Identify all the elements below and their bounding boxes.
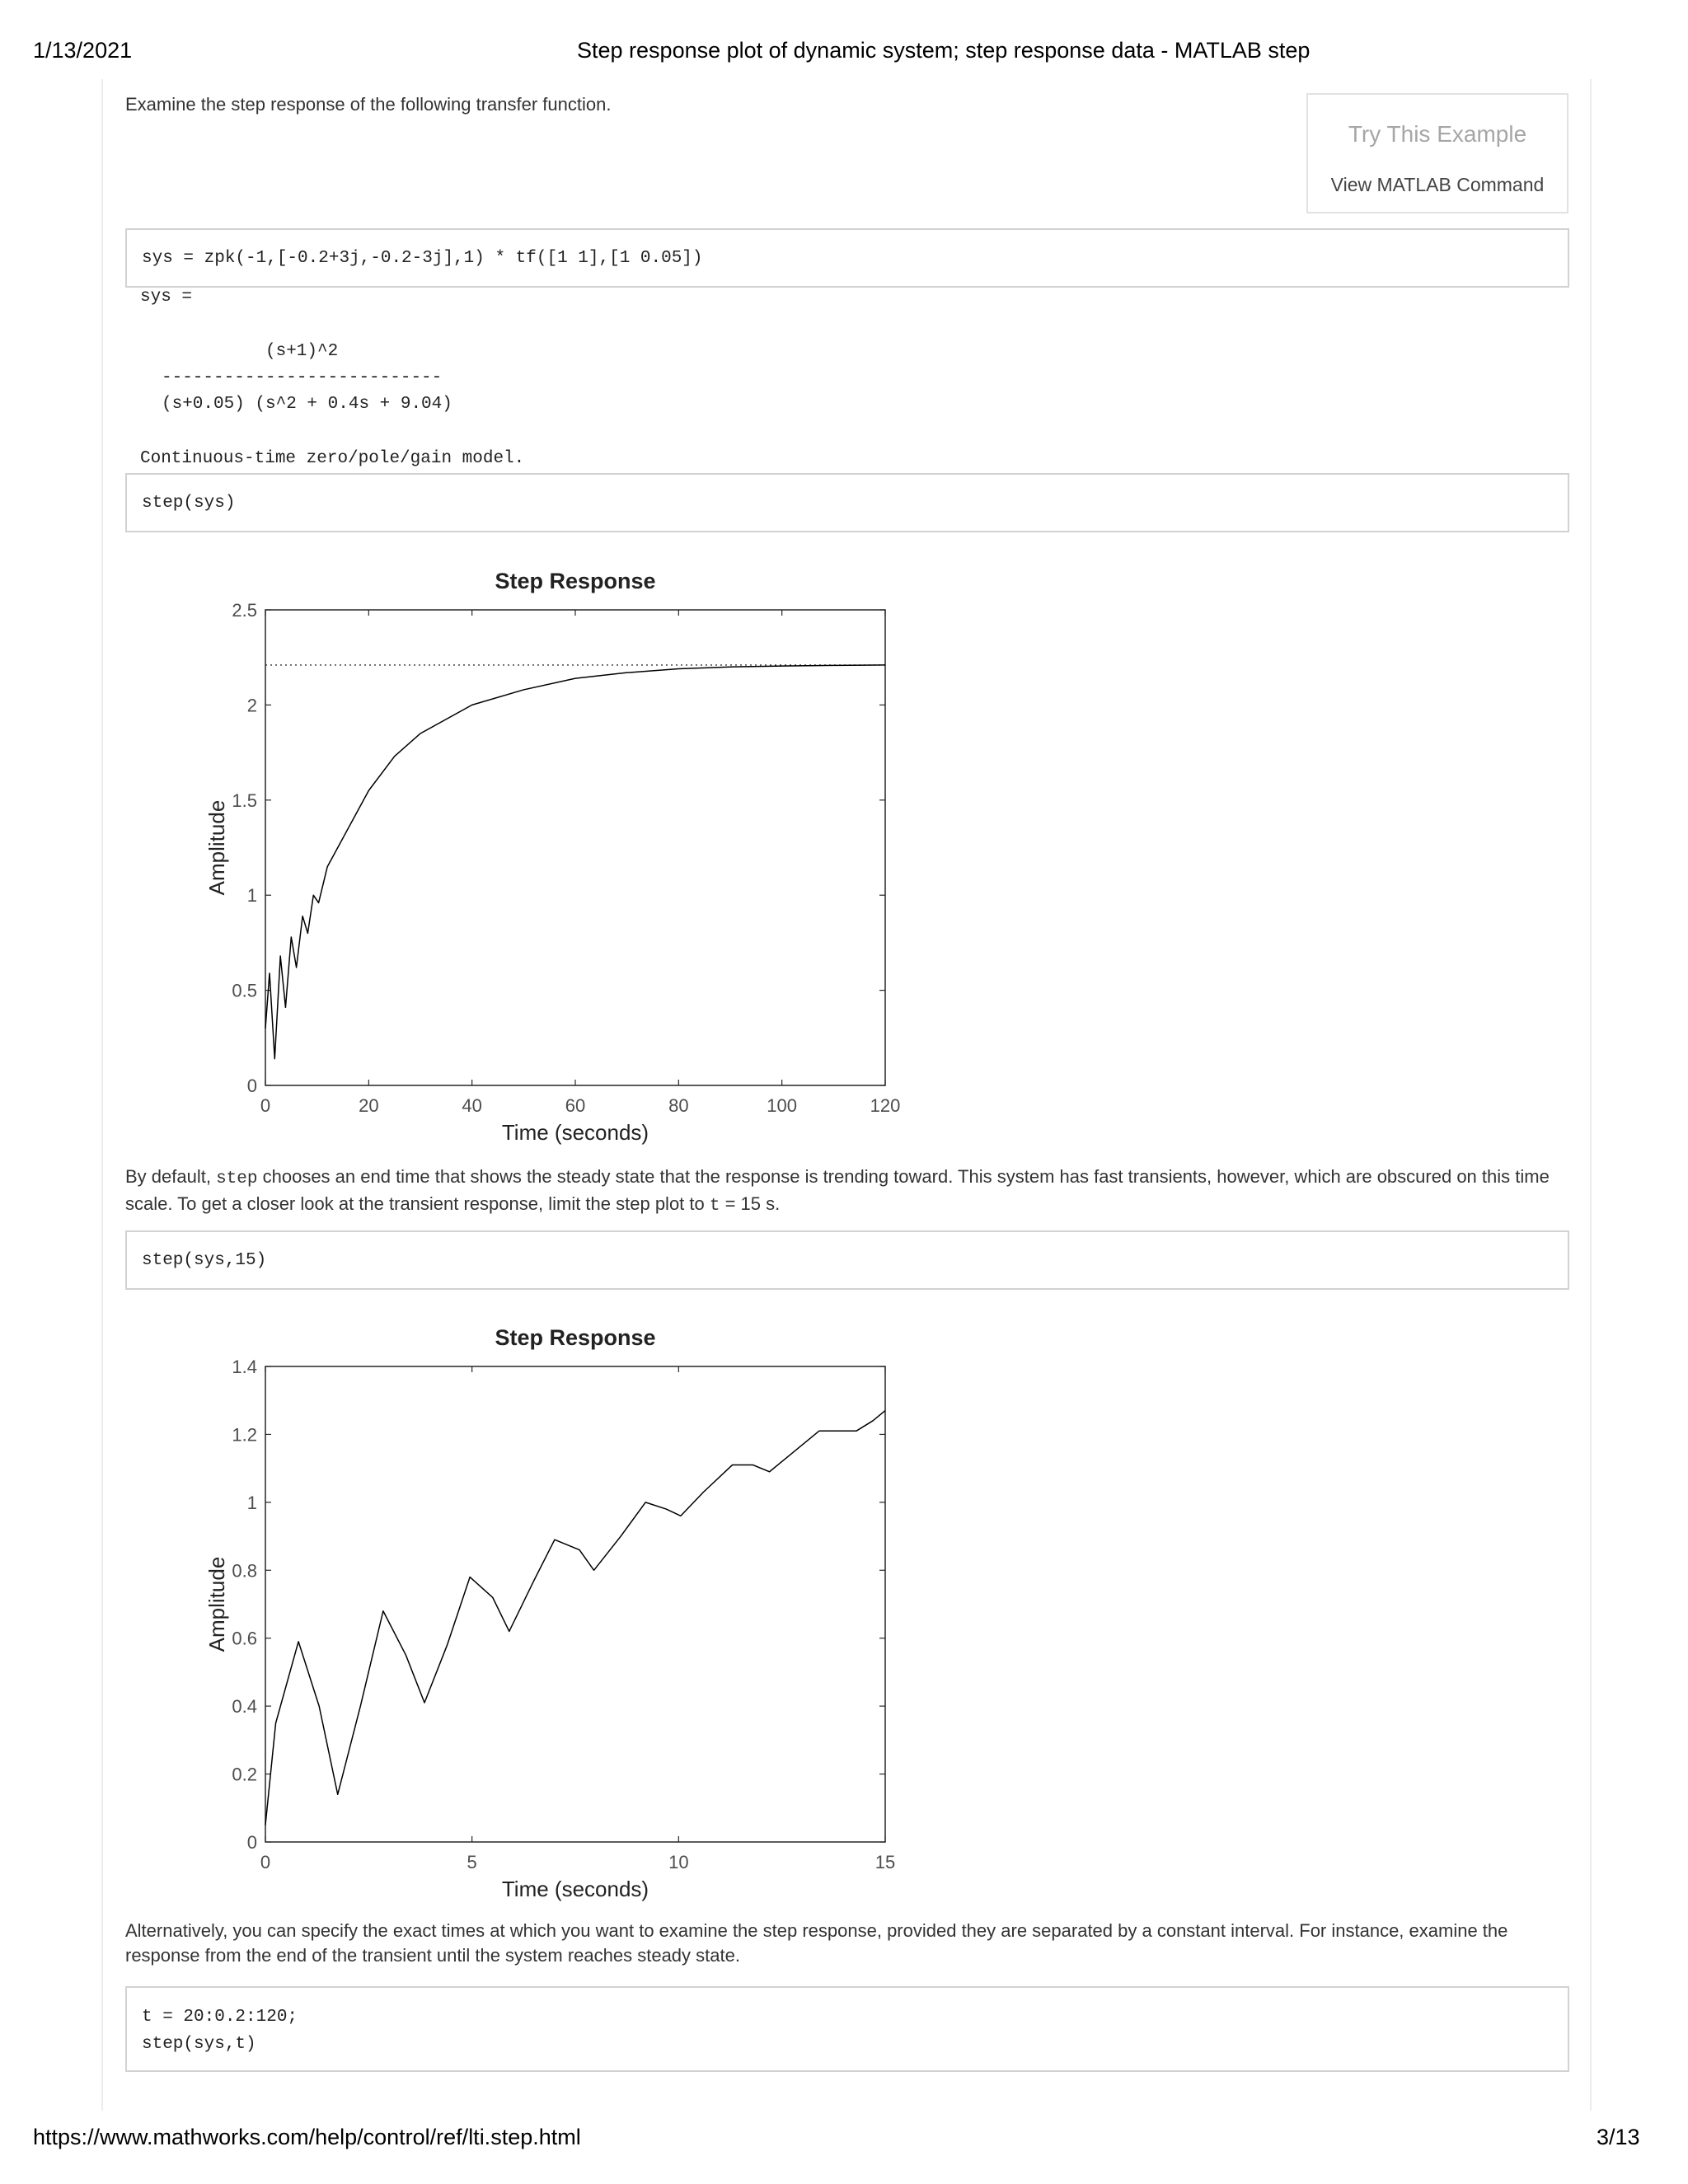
step-response-chart bbox=[125, 1309, 917, 1910]
text-run: chooses an end time that shows the steady state that the response is trending toward. This system has fast transients, however, which are obscured on this time scale. To get a closer look at the transient response, limit the step plot to bbox=[125, 1166, 1550, 1214]
try-example-button[interactable]: Try This Example bbox=[1348, 121, 1527, 147]
text-run: = 15 s. bbox=[720, 1193, 781, 1214]
code-block-step-15[interactable] bbox=[125, 1230, 1569, 1290]
inline-code-t: t bbox=[709, 1197, 720, 1216]
x-tick-label: 20 bbox=[359, 1095, 379, 1116]
x-tick-label: 120 bbox=[870, 1095, 901, 1116]
y-tick-label: 0.6 bbox=[232, 1628, 257, 1649]
step-response-chart bbox=[125, 552, 917, 1154]
y-tick-label: 0.2 bbox=[232, 1764, 257, 1785]
y-tick-label: 1 bbox=[246, 1492, 257, 1513]
output-denominator: (s+0.05) (s^2 + 0.4s + 9.04) bbox=[162, 395, 452, 414]
try-example-box[interactable] bbox=[1306, 93, 1568, 213]
step-response-plot-2 bbox=[125, 1309, 917, 1915]
x-tick-label: 60 bbox=[565, 1095, 586, 1116]
output-sys-label: sys = bbox=[140, 288, 193, 307]
x-axis-label: Time (seconds) bbox=[501, 1120, 649, 1145]
print-title: Step response plot of dynamic system; step response data - MATLAB step bbox=[577, 38, 1311, 63]
y-axis-label: Amplitude bbox=[204, 799, 229, 896]
step-response-plot-1 bbox=[125, 552, 917, 1158]
y-tick-label: 1.5 bbox=[232, 790, 257, 811]
y-tick-label: 2 bbox=[246, 695, 257, 716]
code-line: sys = zpk(-1,[-0.2+3j,-0.2-3j],1) * tf([1 1],[1 0.05]) bbox=[142, 249, 703, 268]
x-tick-label: 40 bbox=[462, 1095, 482, 1116]
y-tick-label: 2.5 bbox=[232, 600, 257, 621]
code-block-time-vector[interactable] bbox=[125, 1986, 1569, 2072]
code-line: step(sys) bbox=[142, 494, 236, 513]
y-tick-label: 0 bbox=[246, 1076, 257, 1096]
plot-area bbox=[265, 610, 885, 1085]
default-end-time-text bbox=[125, 1165, 1559, 1219]
code-line: step(sys,t) bbox=[142, 2035, 256, 2054]
output-divider: --------------------------- bbox=[162, 368, 443, 387]
chart-title: Step Response bbox=[495, 569, 656, 593]
x-tick-label: 100 bbox=[767, 1095, 798, 1116]
output-numerator: (s+1)^2 bbox=[265, 342, 339, 361]
y-tick-label: 0 bbox=[246, 1832, 257, 1853]
chart-title: Step Response bbox=[495, 1325, 656, 1350]
y-tick-label: 0.5 bbox=[232, 980, 257, 1001]
code-line: t = 20:0.2:120; bbox=[142, 2008, 298, 2027]
text-run: By default, bbox=[125, 1166, 217, 1187]
print-date: 1/13/2021 bbox=[33, 38, 133, 63]
x-tick-label: 5 bbox=[467, 1852, 477, 1872]
output-model-type: Continuous-time zero/pole/gain model. bbox=[140, 449, 525, 468]
code-block-zpk[interactable] bbox=[125, 228, 1569, 288]
y-tick-label: 1 bbox=[246, 885, 257, 907]
specify-times-text: Alternatively, you can specify the exact times at which you want to examine the step response, provided they are separated by a constant interval. For instance, examine the response from the end of the transient until the system reaches steady state. bbox=[125, 1920, 1508, 1966]
view-matlab-command-link[interactable]: View MATLAB Command bbox=[1330, 174, 1545, 195]
page-url: https://www.mathworks.com/help/control/ref/lti.step.html bbox=[33, 2125, 581, 2149]
code-line: step(sys,15) bbox=[142, 1251, 267, 1270]
x-tick-label: 10 bbox=[668, 1852, 689, 1872]
x-tick-label: 80 bbox=[668, 1095, 689, 1116]
code-block-step[interactable] bbox=[125, 473, 1569, 532]
inline-code-step: step bbox=[216, 1169, 258, 1188]
x-tick-label: 15 bbox=[874, 1852, 896, 1872]
x-tick-label: 0 bbox=[260, 1095, 271, 1116]
y-tick-label: 0.8 bbox=[232, 1560, 257, 1582]
x-tick-label: 0 bbox=[260, 1852, 271, 1872]
x-axis-label: Time (seconds) bbox=[501, 1877, 649, 1901]
intro-text: Examine the step response of the following transfer function. bbox=[125, 94, 612, 115]
page-number: 3/13 bbox=[1597, 2125, 1640, 2149]
y-axis-label: Amplitude bbox=[204, 1556, 229, 1652]
y-tick-label: 1.2 bbox=[232, 1424, 257, 1446]
plot-area bbox=[265, 1366, 885, 1842]
y-tick-label: 1.4 bbox=[232, 1357, 257, 1377]
y-tick-label: 0.4 bbox=[232, 1696, 257, 1718]
